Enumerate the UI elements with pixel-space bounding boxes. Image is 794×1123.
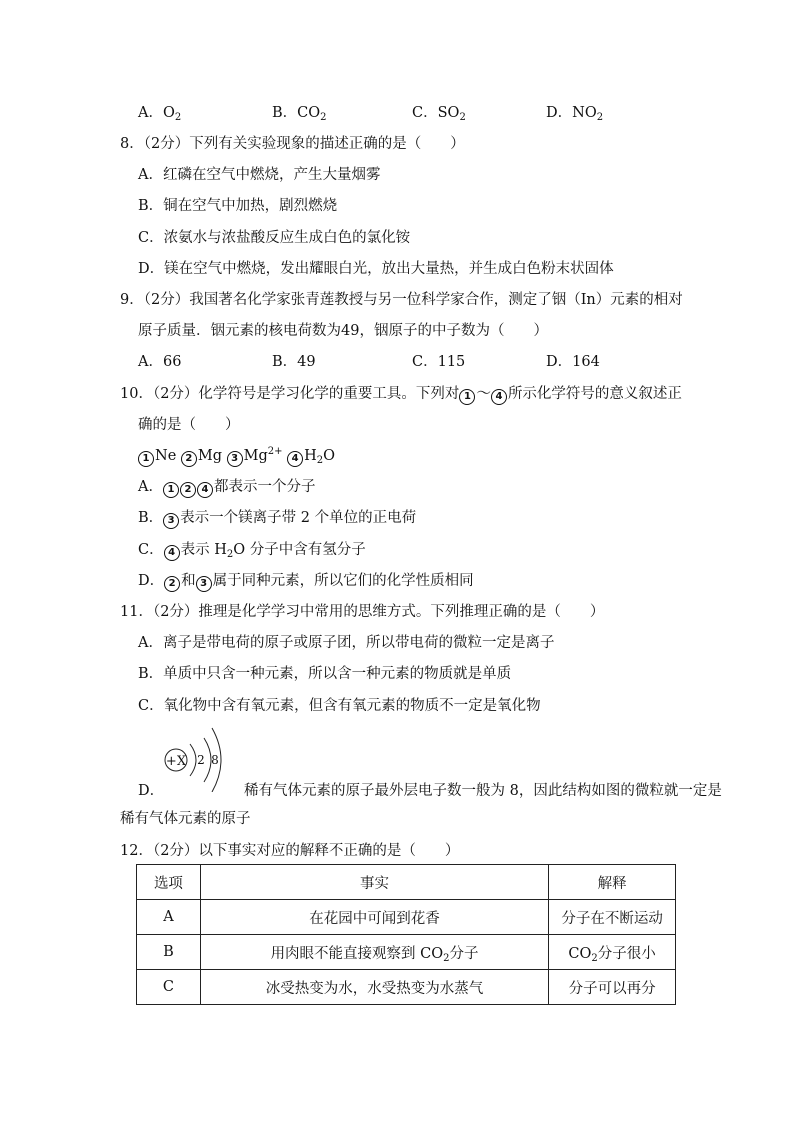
circled-number-3: 3 [227,451,243,467]
nucleus-charge: +X [165,754,187,769]
row-fact: 用肉眼不能直接观察到 $CO_2$分子 [200,935,548,970]
q8-stem: 8．（2分）下列有关实验现象的描述正确的是（ ） [120,136,465,152]
table-row [137,970,676,1005]
header-explanation: 解释 [549,865,676,900]
row-fact: 冰受热变为水，水受热变为水蒸气 [200,970,548,1005]
q11-option-d-text: 稀有气体元素的原子最外层电子数一般为 8，因此结构如图的微粒就一定是 [244,783,722,799]
q11-stem: 11．（2分）推理是化学学习中常用的思维方式。下列推理正确的是（ ） [120,604,605,620]
q10-stem-line2: 确的是（ ） [138,417,240,433]
q12-table [136,864,676,1005]
row-option: A [137,900,201,935]
shell1-electrons: 2 [197,753,205,767]
q9-option-a: A．66 [138,354,182,370]
q11-option-d-letter: D． [138,783,165,799]
table-row [137,900,676,935]
q11-option-c: C．氧化物中含有氧元素，但含有氧元素的物质不一定是氧化物 [138,698,541,714]
circled-number-1: 1 [459,389,475,405]
row-explanation: 分子可以再分 [549,970,676,1005]
q7-option-a: A．$O_2$ [138,105,182,123]
q9-stem-line1: 9．（2分）我国著名化学家张青莲教授与另一位科学家合作，测定了铟（In）元素的相对 [120,292,683,308]
q10-option-a: A． 1 2 4 都表示一个分子 [138,477,315,498]
circled-number-3: 3 [163,513,179,529]
q8-option-d: D．镁在空气中燃烧，发出耀眼白光，放出大量热，并生成白色粉末状固体 [138,261,614,277]
circled-number-3: 3 [196,576,212,592]
circled-number-2: 2 [180,482,196,498]
q7-option-d: D．$NO_2$ [546,105,604,123]
q12-stem: 12．（2分）以下事实对应的解释不正确的是（ ） [120,843,460,859]
circled-number-1: 1 [163,482,179,498]
q11-option-d-text-cont: 稀有气体元素的原子 [120,811,251,827]
row-option: B [137,935,201,970]
q7-option-c: C．$SO_2$ [412,105,466,123]
atom-structure-diagram [160,722,230,792]
circled-number-4: 4 [197,482,213,498]
shell2-electrons: 8 [211,753,219,767]
row-explanation: 分子在不断运动 [549,900,676,935]
electron-shell-2 [204,738,211,782]
electron-shell-1 [190,744,196,776]
q9-stem-line2: 原子质量．铟元素的核电荷数为49，铟原子的中子数为（ ） [138,323,548,339]
circled-number-4: 4 [164,545,180,561]
header-fact: 事实 [200,865,548,900]
q9-option-d: D．164 [546,354,600,370]
q9-option-c: C．115 [412,354,466,370]
q10-option-d: D． 2 和 3 属于同种元素，所以它们的化学性质相同 [138,571,474,592]
q10-option-b: B． 3 表示一个镁离子带 2 个单位的正电荷 [138,508,416,529]
q8-option-c: C．浓氨水与浓盐酸反应生成白色的氯化铵 [138,230,411,246]
header-option: 选项 [137,865,201,900]
circled-number-2: 2 [164,576,180,592]
circled-number-4: 4 [491,389,507,405]
q8-option-b: B．铜在空气中加热，剧烈燃烧 [138,198,338,214]
table-row [137,935,676,970]
circled-number-4: 4 [287,451,303,467]
circled-number-1: 1 [138,451,154,467]
q11-option-b: B．单质中只含一种元素，所以含一种元素的物质就是单质 [138,666,512,682]
q9-option-b: B．49 [272,354,316,370]
q10-symbols: 1 Ne 2 Mg 3 $Mg^{2+}$ 4 $H_2O$ [138,446,335,467]
row-fact: 在花园中可闻到花香 [200,900,548,935]
q8-option-a: A．红磷在空气中燃烧，产生大量烟雾 [138,167,381,183]
q7-option-b: B．$CO_2$ [272,105,327,123]
q10-stem-line1: 10．（2分）化学符号是学习化学的重要工具。下列对 1 ～ 4 所示化学符号的意义叙述正 [120,384,682,405]
row-option: C [137,970,201,1005]
circled-number-2: 2 [181,451,197,467]
q11-option-a: A．离子是带电荷的原子或原子团，所以带电荷的微粒一定是离子 [138,635,555,651]
row-explanation: $CO_2$分子很小 [549,935,676,970]
table-header-row [137,865,676,900]
q10-option-c: C． 4 表示 $H_2O$ 分子中含有氢分子 [138,542,366,560]
